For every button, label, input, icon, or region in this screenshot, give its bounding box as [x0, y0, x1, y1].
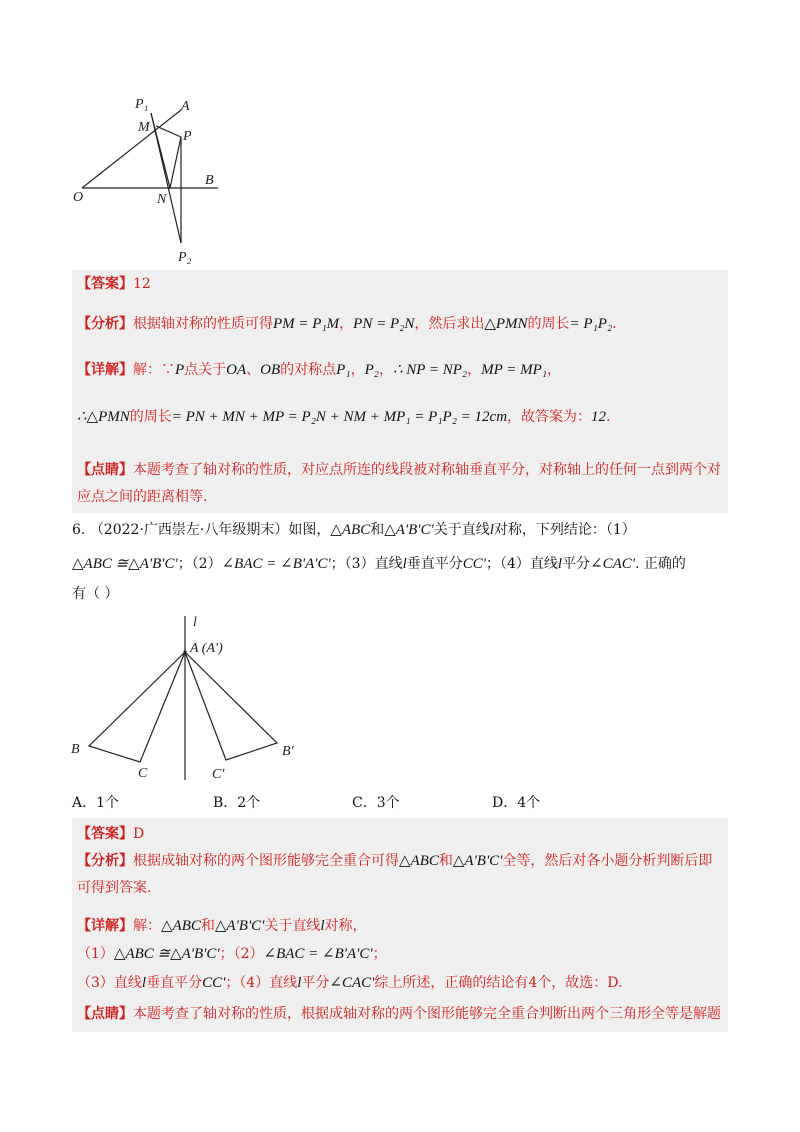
detail-line-2 — [77, 407, 723, 427]
q6-tail: . 正确的 — [635, 556, 686, 572]
label-m: M — [138, 120, 150, 135]
detail-p2: P₂ — [364, 362, 379, 378]
q6-text-1: 关于直线 — [433, 522, 490, 538]
q6-analysis-tri-1: △ABC — [399, 853, 439, 869]
q6-analysis-tag: 【分析】 — [77, 853, 133, 869]
q6-sep-2: ；（2） — [177, 556, 222, 572]
q6-comment-line — [77, 1004, 723, 1024]
detail-tag: 【详解】 — [77, 362, 133, 378]
q6-answer-line — [77, 824, 723, 844]
detail-text-2: 点关于 — [184, 362, 227, 378]
q6-detail-r1c: ； — [372, 946, 387, 962]
q6-answer-tag: 【答案】 — [77, 826, 133, 842]
q6-text-4: 平分 — [562, 556, 591, 572]
q6-line-3 — [72, 584, 728, 604]
q6-detail-r2d: 平分 — [301, 975, 330, 991]
q6-answer-value: D — [133, 826, 145, 842]
q6-detail-tri-1: △ABC — [161, 918, 201, 934]
analysis-tag: 【分析】 — [77, 316, 133, 332]
point-a — [183, 650, 186, 653]
q6-and: 和 — [370, 522, 385, 538]
detail-eq-1: ∴ NP = NP₂ — [392, 362, 468, 378]
q6-detail-text-1: 解： — [133, 918, 161, 934]
detail-text-3: 的对称点 — [280, 362, 337, 378]
answer-line — [77, 274, 723, 294]
q6-detail-tri-2: △A'B'C' — [214, 918, 265, 934]
segment-p1-n — [151, 113, 170, 188]
figure-symmetric-triangles — [68, 610, 308, 790]
solution-block-prev — [72, 270, 728, 513]
comment-text: 本题考查了轴对称的性质，对应点所连的线段被对称轴垂直平分，对称轴上的任何一点到两个对应点之间的距离相等. — [77, 462, 721, 505]
detail-eq-2: MP = MP₁ — [481, 362, 548, 378]
detail-comma-2: ， — [378, 362, 393, 378]
q6-detail-r2cc: CC' — [202, 975, 226, 991]
q6-detail-l: l — [320, 918, 325, 934]
q6-tri-2: △A'B'C' — [384, 522, 434, 538]
q6-line-2 — [72, 554, 728, 574]
analysis-end: . — [612, 316, 617, 332]
detail-text-1: 解：∵ — [133, 362, 175, 378]
label-a-a-prime: A (A′) — [190, 641, 223, 656]
label-o: O — [73, 190, 84, 205]
analysis-tri: △PMN — [484, 316, 528, 332]
analysis-sep: ， — [339, 316, 354, 332]
q6-detail-r2a: （3）直线 — [77, 975, 142, 991]
triangle-abc — [89, 652, 185, 762]
q6-analysis-text-1: 根据成轴对称的两个图形能够完全重合可得 — [133, 853, 399, 869]
q6-detail-r2ang: ∠CAC' — [329, 975, 375, 991]
detail-comma-3: ， — [467, 362, 482, 378]
q6-detail-line-1 — [77, 916, 723, 936]
comment-tag: 【点睛】 — [77, 462, 133, 478]
q6-sep-4: ；（4）直线 — [485, 556, 558, 572]
q6-text-2: 对称，下列结论：（1） — [493, 522, 636, 538]
label-b-prime: B′ — [282, 744, 294, 759]
analysis-text-2: ，然后求出 — [414, 316, 485, 332]
q6-cc: CC' — [462, 556, 486, 572]
q6-analysis-and: 和 — [438, 853, 453, 869]
q6-l-3: l — [402, 556, 407, 572]
detail-p: P — [175, 362, 185, 378]
detail-l2-text: 的周长 — [129, 409, 172, 425]
comment-paragraph — [77, 457, 723, 511]
q6-detail-r1a: （1） — [77, 946, 114, 962]
q6-number: 6. — [72, 522, 86, 538]
q6-conclusion-1: △ABC ≅△A'B'C' — [72, 556, 178, 572]
detail-l2-eq: = PN + MN + MP = P₂N + NM + MP₁ = P₁P₂ = 12cm — [171, 409, 508, 425]
detail-comma: ， — [350, 362, 365, 378]
q6-detail-r2l2: l — [297, 975, 302, 991]
q6-detail-tag: 【详解】 — [77, 918, 133, 934]
q6-detail-text-3: 对称， — [324, 918, 367, 934]
detail-line-1 — [77, 360, 723, 380]
q6-sep-3: ；（3）直线 — [330, 556, 403, 572]
analysis-line — [77, 314, 723, 334]
q6-text-3: 垂直平分 — [406, 556, 463, 572]
detail-l2-prefix: ∴△PMN — [77, 409, 130, 425]
detail-p1: P₁ — [336, 362, 351, 378]
solution-block-q6 — [72, 818, 728, 1032]
option-c[interactable]: C．3个 — [352, 795, 400, 811]
segment-p-n — [170, 137, 181, 188]
q6-detail-and: 和 — [200, 918, 215, 934]
label-axis-l: l — [193, 615, 197, 630]
q6-detail-r1b: ；（2） — [219, 946, 264, 962]
label-c-prime: C′ — [212, 767, 225, 782]
analysis-eq-3: = P₁P₂ — [569, 316, 613, 332]
analysis-text-3: 的周长 — [527, 316, 570, 332]
q6-detail-r2e: 综上所述，正确的结论有4个，故选：D. — [374, 975, 623, 991]
q6-analysis-tri-2: △A'B'C' — [452, 853, 503, 869]
label-p: P — [183, 129, 192, 144]
label-b: B — [71, 742, 80, 757]
detail-l2-end: . — [606, 409, 611, 425]
q6-detail-r2b: 垂直平分 — [146, 975, 203, 991]
q6-tri-1: △ABC — [330, 522, 371, 538]
q6-detail-text-2: 关于直线 — [264, 918, 321, 934]
answer-tag: 【答案】 — [77, 276, 133, 292]
q6-source: （2022·广西崇左·八年级期末）如图， — [89, 522, 331, 538]
analysis-eq-2: PN = P₂N — [353, 316, 415, 332]
detail-l2-text-2: ，故答案为： — [507, 409, 592, 425]
detail-ob: OB — [260, 362, 281, 378]
q6-angle: ∠CAC' — [590, 556, 636, 572]
q6-detail-r2l: l — [141, 975, 147, 991]
q6-blank: 有（ ） — [72, 586, 119, 602]
answer-value: 12 — [133, 276, 151, 292]
q6-conclusion-2: ∠BAC = ∠B'A'C' — [221, 556, 331, 572]
q6-detail-r1eq2: ∠BAC = ∠B'A'C' — [263, 946, 373, 962]
q6-comment-tag: 【点睛】 — [77, 1006, 133, 1022]
segment-m-p — [156, 126, 181, 137]
detail-comma-4: ， — [547, 362, 562, 378]
label-p1: P₁ — [135, 97, 149, 112]
label-p2: P₂ — [178, 250, 192, 265]
option-a[interactable]: A．1个 — [72, 795, 120, 811]
q6-detail-line-3 — [77, 973, 723, 993]
label-c: C — [138, 766, 148, 781]
q6-detail-r1eq: △ABC ≅△A'B'C' — [113, 946, 220, 962]
option-d[interactable]: D．4个 — [492, 795, 541, 811]
q6-detail-line-2 — [77, 944, 723, 964]
q6-analysis-text-2: 全等，然后对各小题分析判断后即可得到答案. — [77, 853, 713, 896]
q6-l-4: l — [557, 556, 563, 572]
detail-l2-ans: 12 — [591, 409, 607, 425]
q6-detail-r2c: ；（4）直线 — [225, 975, 298, 991]
option-b[interactable]: B．2个 — [213, 795, 261, 811]
figure-axis-symmetry-pmn — [68, 90, 228, 270]
detail-oa: OA — [226, 362, 247, 378]
triangle-a2b2c2 — [185, 652, 277, 760]
analysis-text-1: 根据轴对称的性质可得 — [133, 316, 273, 332]
detail-dun: 、 — [246, 362, 261, 378]
label-n: N — [157, 192, 167, 207]
q6-analysis-paragraph — [77, 848, 723, 902]
label-a: A — [181, 99, 190, 114]
label-b: B — [205, 173, 214, 188]
q6-line-1 — [72, 520, 728, 540]
q6-l: l — [489, 522, 494, 538]
q6-comment-text: 本题考查了轴对称的性质，根据成轴对称的两个图形能够完全重合判断出两个三角形全等是解题 — [133, 1006, 721, 1022]
analysis-eq-1: PM = P₁M — [273, 316, 340, 332]
